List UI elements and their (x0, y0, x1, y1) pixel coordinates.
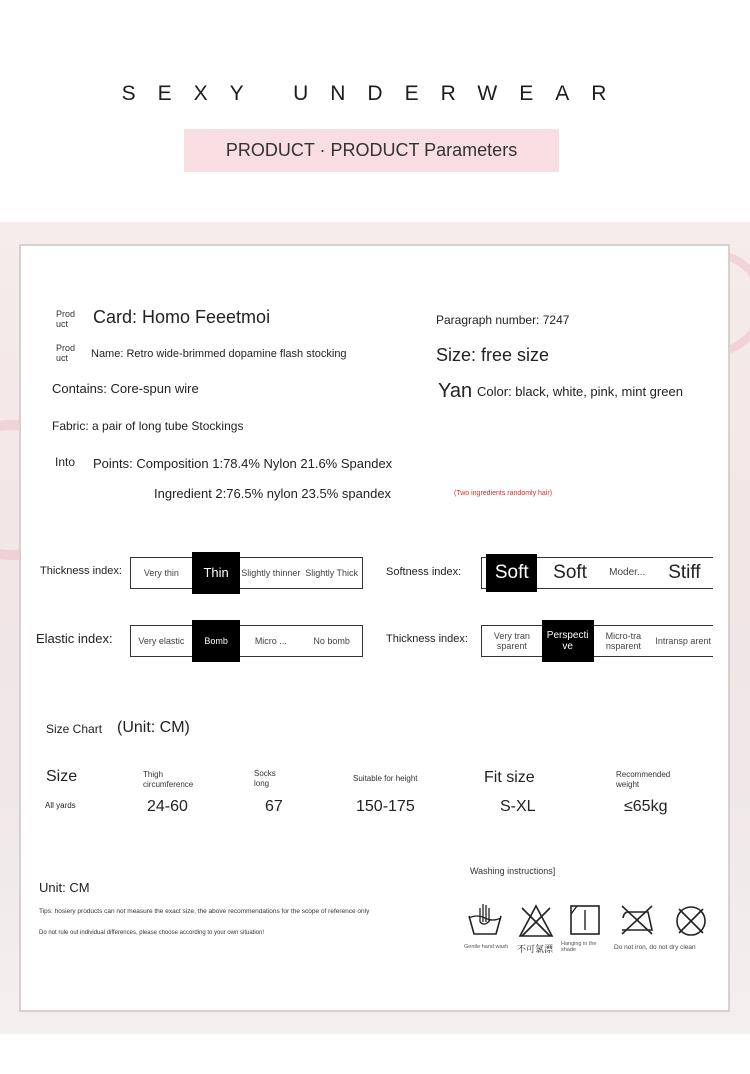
composition-1: Points: Composition 1:78.4% Nylon 21.6% Spandex (93, 456, 393, 471)
product-color: Color: black, white, pink, mint green (477, 384, 683, 399)
fit-size-header: Fit size (484, 769, 535, 786)
no-dry-clean-icon (674, 904, 708, 938)
hand-wash-icon (466, 900, 504, 938)
fit-size-value: S-XL (500, 798, 536, 815)
socks-length-value: 67 (265, 798, 283, 815)
no-iron-icon (618, 904, 656, 936)
scale-option-selected: Perspecti ve (542, 620, 594, 662)
height-header: Suitable for height (353, 774, 418, 783)
hang-dry-shade-icon (569, 904, 601, 936)
elastic-index-scale (130, 625, 363, 657)
weight-header: Recommended weight (616, 770, 671, 789)
product-card: Card: Homo Feeetmoi (93, 307, 271, 327)
scale-option: Stiff (668, 562, 701, 583)
size-chart-label: Size Chart (46, 722, 103, 736)
scale-option: No bomb (313, 636, 350, 646)
thickness-index-scale (130, 557, 363, 589)
scale-option-selected: Thin (192, 552, 241, 594)
scale-option: Very thin (143, 568, 179, 578)
scale-option: Very elastic (138, 636, 185, 646)
into-prefix: Into (55, 455, 76, 469)
wash-label: 不可氯漂 (517, 944, 554, 954)
thigh-header: Thigh circumference (143, 770, 194, 789)
elastic-index-label: Elastic index: (36, 631, 113, 646)
thickness-index-label: Thickness index: (386, 633, 468, 645)
wash-label: Hanging in the shade (561, 941, 597, 953)
washing-title: Washing instructions] (470, 866, 556, 876)
scale-option: Moder... (609, 567, 646, 578)
transparency-index-scale (481, 625, 713, 657)
size-value: All yards (45, 801, 76, 810)
socks-length-header: Socks long (254, 769, 276, 788)
composition-note: (Two ingredients randomly hair) (454, 490, 553, 497)
weight-value: ≤65kg (624, 798, 668, 815)
scale-option: Soft (553, 562, 587, 583)
scale-option: Micro ... (254, 636, 287, 646)
scale-option: Micro-tra nsparent (605, 631, 642, 651)
scale-option-selected: Bomb (192, 620, 241, 662)
softness-index-scale (481, 557, 713, 589)
size-header: Size (46, 768, 78, 785)
product-name: Name: Retro wide-brimmed dopamine flash stocking (91, 348, 347, 360)
thigh-value: 24-60 (147, 798, 188, 815)
footer-tips: Tips: hosiery products can not measure the exact size, the above recommendations for the scope of reference only (39, 908, 370, 915)
parameters-banner: PRODUCT · PRODUCT Parameters (184, 129, 559, 172)
product-size: Size: free size (436, 345, 550, 365)
no-bleach-icon (518, 904, 554, 938)
scale-option: Slightly thinner (241, 568, 301, 578)
product-contains: Contains: Core-spun wire (52, 381, 199, 396)
yan-prefix: Yan (438, 380, 473, 402)
scale-option: Slightly Thick (305, 568, 359, 578)
wash-label: Gentle hand wash (464, 944, 509, 950)
size-chart-unit: (Unit: CM) (117, 719, 190, 736)
footer-unit: Unit: CM (39, 880, 90, 895)
product-prefix: Prod uct (56, 343, 76, 363)
footer-disclaimer: Do not rule out individual differences, please choose according to your own situation! (39, 930, 265, 936)
paragraph-number: Paragraph number: 7247 (436, 313, 570, 327)
scale-option: Very tran sparent (493, 631, 530, 651)
composition-2: Ingredient 2:76.5% nylon 23.5% spandex (154, 486, 392, 501)
wash-label: Do not iron, do not dry clean (614, 944, 696, 951)
page-title: SEXY UNDERWEAR (121, 82, 629, 105)
softness-index-label: Softness index: (386, 566, 462, 578)
thickness-index-label: Thickness index: (40, 565, 122, 577)
product-prefix: Prod uct (56, 309, 76, 329)
height-value: 150-175 (356, 798, 415, 815)
scale-option-selected: Soft (486, 554, 537, 592)
scale-option: Intransp arent (655, 636, 711, 646)
product-fabric: Fabric: a pair of long tube Stockings (52, 419, 244, 433)
